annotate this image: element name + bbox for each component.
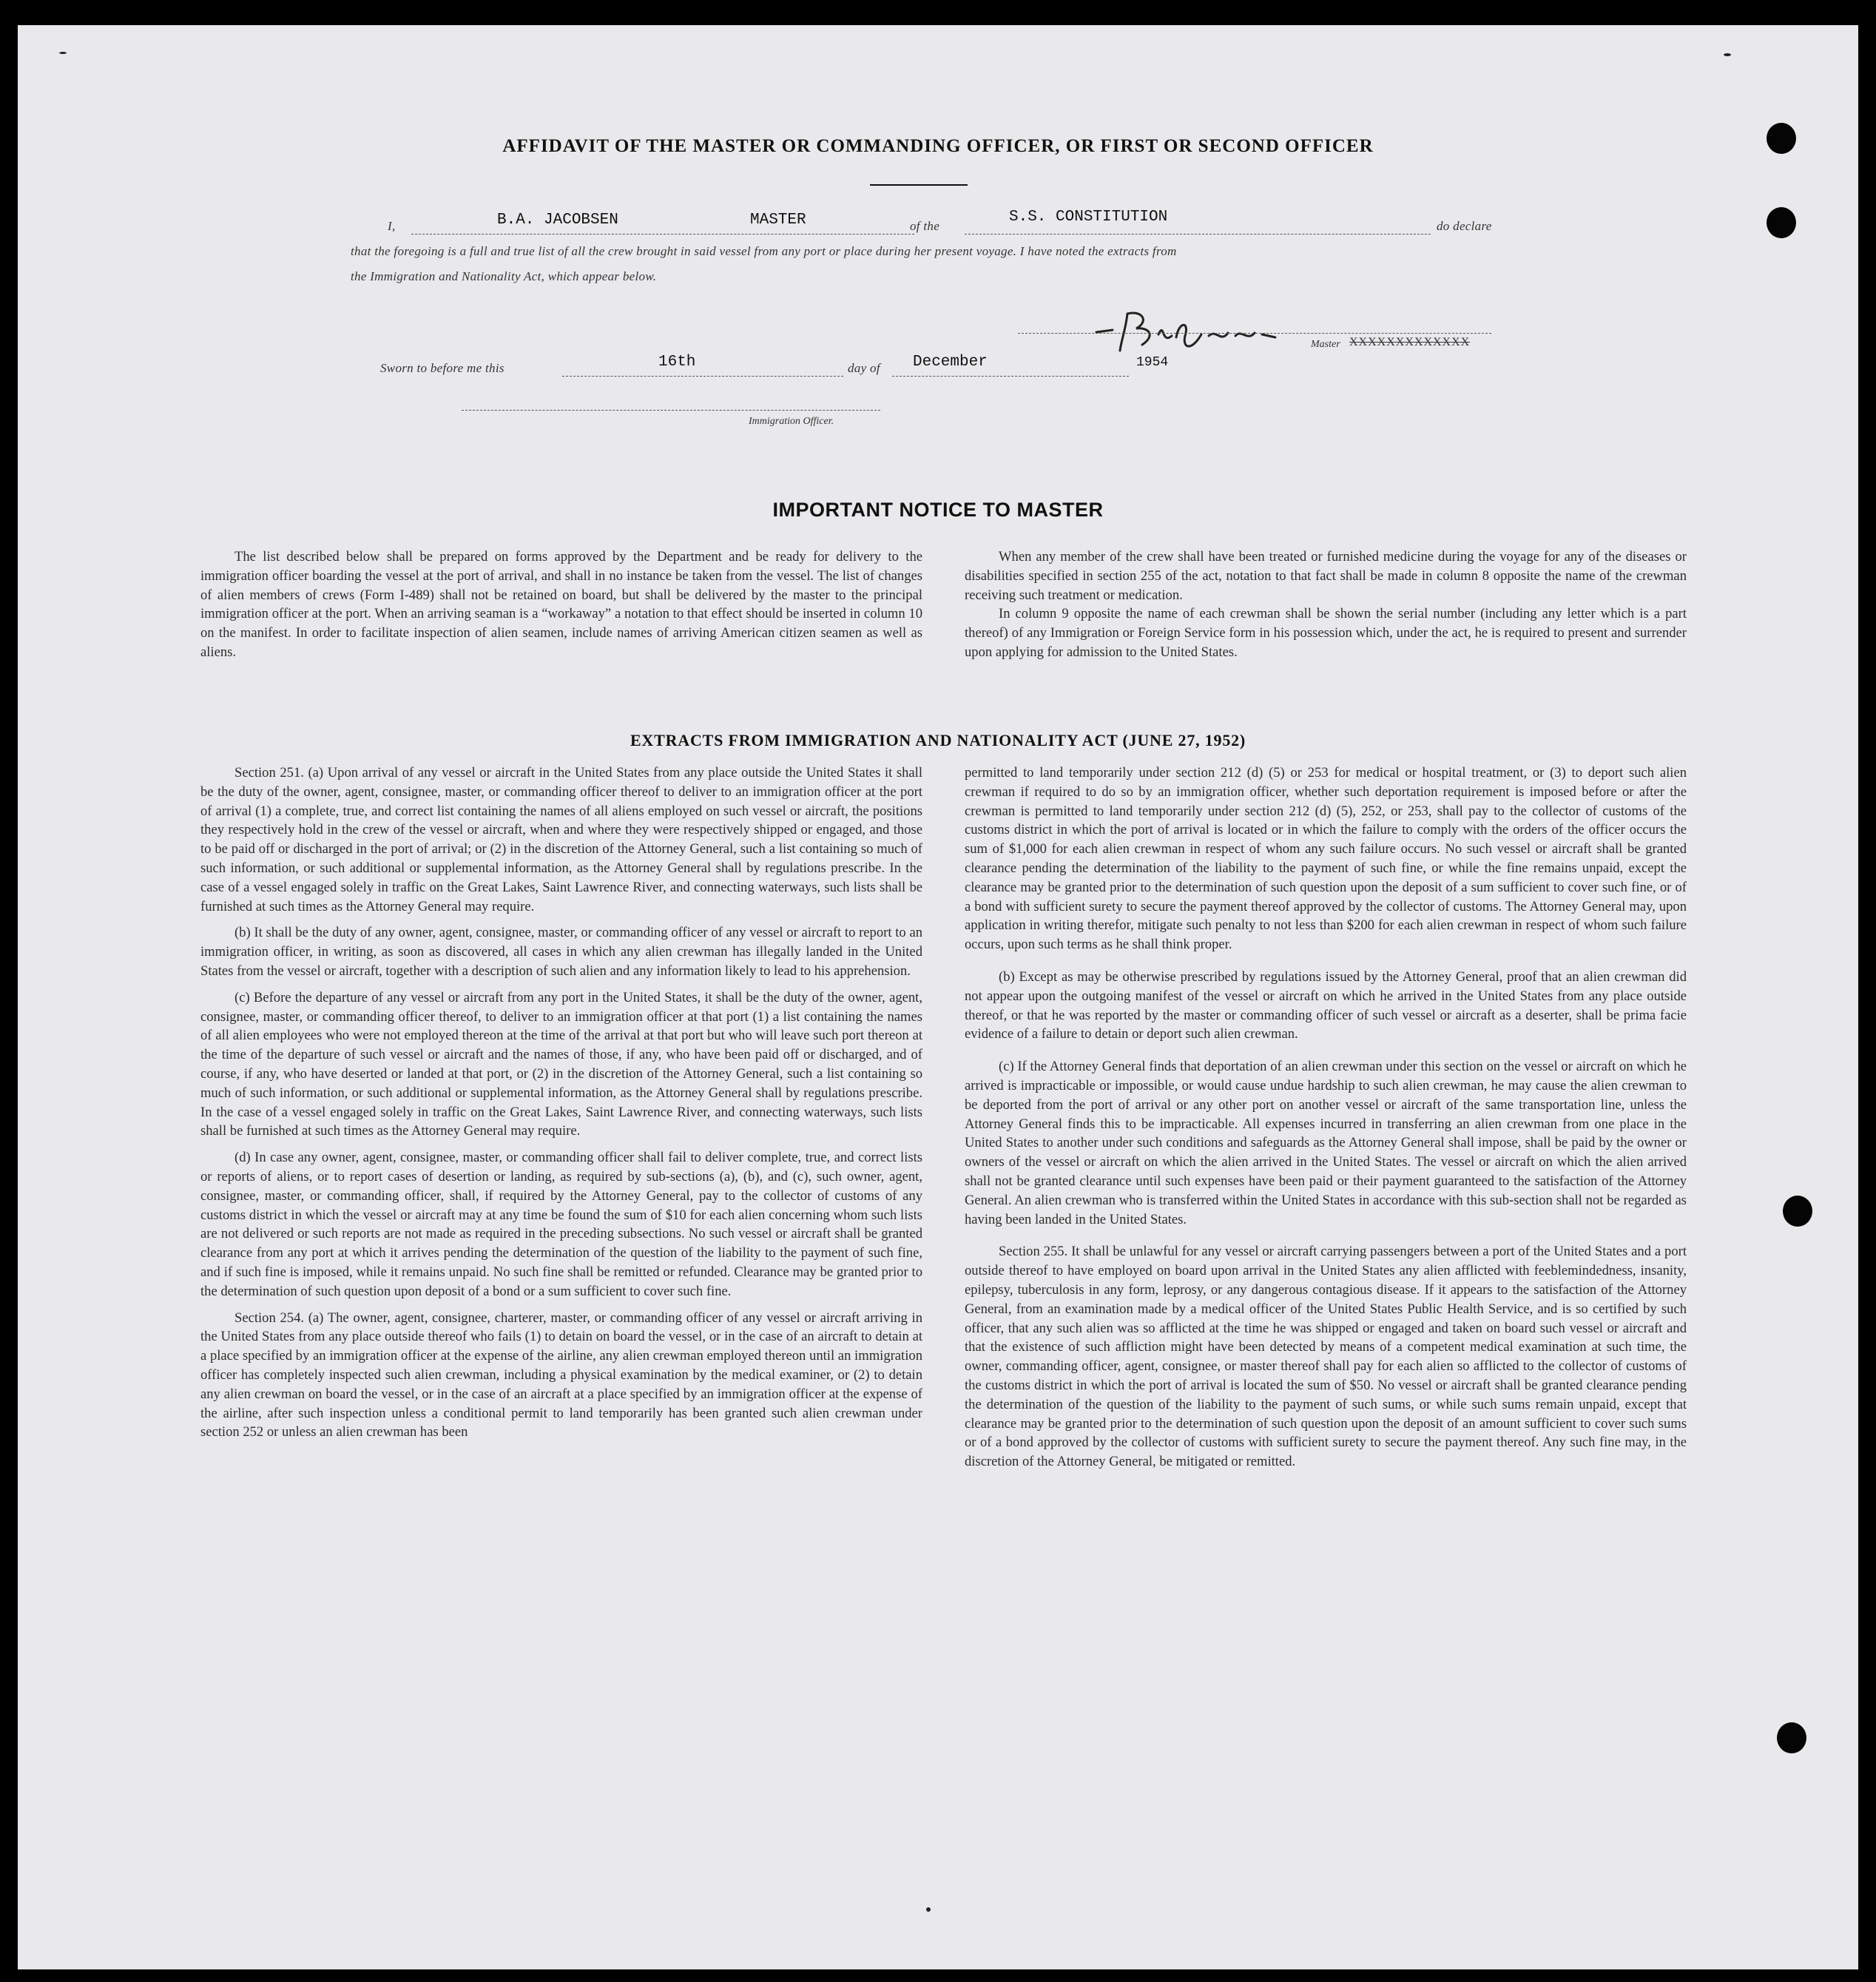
section-paragraph: Section 251. (a) Upon arrival of any vessel or aircraft in the United States from any place outside the United States it shall be the duty of the owner, agent, consignee, master, or commanding officer thereof to deliver to an immigration officer at the port of arrival (1) a complete, true, and correct list containing the names of all aliens employed on such vessel or aircraft, the positions they respectively hold in the crew of the vessel or aircraft, when and where they were respectively shipped or engaged, and those to be paid off or discharged in the port of arrival; or (2) in the discretion of the Attorney General, such a list containing so much of such information, or such additional or supplemental information, as the Attorney General shall by regulations prescribe. In the case of a vessel engaged solely in traffic on the Great Lakes, Saint Lawrence River, and connecting waterways, such lists shall be furnished at such times as the Attorney General may require. <box>200 765 922 914</box>
punch-hole <box>1767 207 1796 238</box>
master-rank: MASTER <box>750 212 806 229</box>
sworn-day: 16th <box>658 354 696 371</box>
day-of-label: day of <box>848 361 880 375</box>
master-caption: Master <box>1311 339 1340 350</box>
struck-caption: XXXXXXXXXXXXX <box>1349 336 1471 348</box>
notice-right-paragraph: When any member of the crew shall have been treated or furnished medicine during the voyage for any of the diseases or disabilities specified in section 255 of the act, notation to that fact shall be made in column 8 opposite the name of the crewman receiving such treatment or medication. <box>965 549 1687 603</box>
sworn-prefix: Sworn to before me this <box>380 361 505 375</box>
section-paragraph: (d) In case any owner, agent, consignee, master, or commanding officer shall fail to deliver complete, true, and correct lists or reports of aliens, or to report cases of desertion or landing, as required by sub-sections (a), (b), and (c), such owner, agent, consignee, master, or commanding officer, shall, if required by the Attorney General, pay to the collector of customs of any customs district in which the vessel or aircraft may at any time be found the sum of $10 for each alien concerning whom such lists are not delivered or such reports are not made as required in the preceding subsections. No such vessel or aircraft shall be granted clearance from any port at which it arrives pending the determination of the question of the liability to the payment of such fine, and if such fine is imposed, while it remains unpaid. No such fine shall be remitted or refunded. Clearance may be granted prior to the determination of such question upon deposit of a bond or a sum sufficient to cover such fine. <box>200 1150 922 1299</box>
section-paragraph: (c) Before the departure of any vessel or aircraft from any port in the United States, it shall be the duty of the owner, agent, consignee, master, or commanding officer thereof, to deliver to an immigration officer at that port (1) a list containing the names of all alien employees who were not employed thereon at the time of the arrival at that port but who will leave such port thereon at the time of the departure of such vessel or aircraft and the names of those, if any, who have been paid off or discharged, and of course, if any, who have deserted or landed at that port, or (2) in the discretion of the Attorney General, such a list containing so much of such information, or such additional or supplemental information, as the Attorney General shall by regulations prescribe. In the case of a vessel engaged solely in traffic on the Great Lakes, Saint Lawrence River, and connecting waterways, such lists shall be furnished at such times as the Attorney General may require. <box>200 989 922 1139</box>
extracts-heading: EXTRACTS FROM IMMIGRATION AND NATIONALITY ACT (JUNE 27, 1952) <box>630 731 1246 749</box>
officer-blank <box>462 410 880 411</box>
extracts-right-column <box>965 764 1687 1479</box>
master-name: B.A. JACOBSEN <box>497 212 618 229</box>
day-blank <box>562 376 843 377</box>
officer-caption: Immigration Officer. <box>749 416 834 427</box>
month-blank <box>892 376 1129 377</box>
sworn-year: 1954 <box>1136 355 1169 370</box>
notice-right-column <box>965 547 1687 662</box>
section-paragraph: (c) If the Attorney General finds that deportation of an alien crewman under this section on the vessel or aircraft on which he arrived is impracticable or impossible, or would cause undue hardship to such alien crewman, he may cause the alien crewman to be deported from the port of arrival or any other port on another vessel or aircraft of the same transportation line, unless the Attorney General finds this to be impracticable. All expenses incurred in transferring an alien crewman from one place in the United States to another under such conditions and safeguards as the Attorney General shall impose, shall be paid by the owner or owners of the vessel or aircraft on which the alien arrived in the United States. The vessel or aircraft on which the alien arrived shall not be granted clearance until such expenses have been paid or their payment guaranteed to the satisfaction of the Attorney General. An alien crewman who is transferred within the United States in accordance with this sub-section shall not be regarded as having been landed in the United States. <box>965 1059 1687 1227</box>
affidavit-title: AFFIDAVIT OF THE MASTER OR COMMANDING OFFICER, OR FIRST OR SECOND OFFICER <box>502 136 1374 156</box>
section-paragraph: permitted to land temporarily under section 212 (d) (5) or 253 for medical or hospital treatment, or (3) to deport such alien crewman if required to do so by an immigration officer, whether such deportation requirement is imposed before or after the crewman is permitted to land temporarily under section 212 (d) (5), 252, or 253, shall pay to the collector of customs of the customs district in which the port of arrival is located or in which the failure to comply with the orders of the officer occurs the sum of $1,000 for each alien crewman in respect of whom any such failure occurs. No such vessel or aircraft shall be granted clearance pending the determination of the liability to the payment of such fine, or while the fine remains unpaid, except the clearance may be granted prior to the determination of such question upon the deposit of a sum sufficient to cover such fine, or of a bond with sufficient surety to secure the payment thereof approved by the collector of customs. The Attorney General may, upon application in writing therefor, mitigate such penalty to not less than $200 for each alien crewman in respect of whom such failure occurs, upon such terms as he shall think proper. <box>965 765 1687 953</box>
declaration-line-2: that the foregoing is a full and true list of all the crew brought in said vessel from any port or place during her present voyage. I have noted the extracts from <box>351 244 1177 258</box>
section-paragraph: Section 255. It shall be unlawful for any vessel or aircraft carrying passengers between a port of the United States and a port outside thereof to have employed on board upon arrival in the United States any alien afflicted with feeblemindedness, insanity, epilepsy, tuberculosis in any form, leprosy, or any dangerous contagious disease. If it appears to the satisfaction of the Attorney General, from an examination made by a medical officer of the United States Public Health Service, and is so certified by such officer, that any such alien was so afflicted at the time he was shipped or engaged and taken on board such vessel or aircraft and that the existence of such affliction might have been detected by means of a competent medical examination at such time, the owner, commanding officer, agent, consignee, or master thereof shall pay for each alien so afflicted to the collector of customs of the customs district in which the port of arrival is located the sum of $50. No vessel or aircraft shall be granted clearance pending the determination of the question of the liability to the payment of such sums, or while such sums remain unpaid, except that clearance may be granted prior to the determination of such question upon the deposit of an amount sufficient to cover such sums or of a bond approved by the collector of customs with sufficient surety to secure the payment thereof. Any such fine may, in the discretion of the Attorney General, be mitigated or remitted. <box>965 1244 1687 1470</box>
master-signature <box>1090 299 1327 358</box>
notice-left-paragraph: The list described below shall be prepared on forms approved by the Department and be ready for delivery to the immigration officer boarding the vessel at the port of arrival, and shall in no instance be taken from the vessel. The list of changes of alien members of crews (Form I-489) shall not be retained on board, but shall be delivered by the master to the principal immigration officer at the port. When an arriving seaman is a “workaway” a notation to that effect should be inserted in column 10 on the manifest. In order to facilitate inspection of alien seamen, include names of arriving American citizen seamen as well as aliens. <box>200 549 922 660</box>
name-blank <box>411 234 914 235</box>
sworn-month: December <box>913 354 988 371</box>
vessel-name: S.S. CONSTITUTION <box>1009 209 1168 226</box>
do-declare-label: do declare <box>1437 219 1492 233</box>
notice-heading: IMPORTANT NOTICE TO MASTER <box>772 499 1104 521</box>
signature-blank <box>1018 333 1491 334</box>
section-paragraph: Section 254. (a) The owner, agent, consignee, charterer, master, or commanding officer of any vessel or aircraft arriving in the United States from any place outside thereof who fails (1) to detain on board the vessel, or in the case of an aircraft to detain at a place specified by an immigration officer at the expense of the airline, any alien crewman employed thereon until an immigration officer has completely inspected such alien crewman, including a physical examination by the medical examiner, or (2) to detain any alien crewman on board the vessel, or in the case of an aircraft at a place specified by an immigration officer at the expense of the airline, after such inspection unless a conditional permit to land temporarily has been granted such alien crewman under section 252 or unless an alien crewman has been <box>200 1309 922 1440</box>
extracts-left-column <box>200 764 922 1449</box>
scan-speck <box>1724 53 1731 56</box>
notice-left-column <box>200 547 922 662</box>
section-paragraph: (b) It shall be the duty of any owner, agent, consignee, master, or commanding officer of any vessel or aircraft to report to an immigration officer, in writing, as soon as discovered, all cases in which any alien crewman has illegally landed in the United States from the vessel or aircraft, together with a description of such alien and any information likely to lead to his apprehension. <box>200 925 922 979</box>
notice-right-paragraph: In column 9 opposite the name of each crewman shall be shown the serial number (including any letter which is a part thereof) of any Immigration or Foreign Service form in his possession which, under the act, he is required to present and surrender upon applying for admission to the United States. <box>965 606 1687 660</box>
title-underline <box>870 184 968 186</box>
punch-hole <box>1783 1196 1812 1227</box>
of-the-label: of the <box>910 219 940 233</box>
section-paragraph: (b) Except as may be otherwise prescribed by regulations issued by the Attorney General, proof that an alien crewman did not appear upon the outgoing manifest of the vessel or aircraft on which he arrived in the United States from any place outside thereof, or that he was reported by the master or commanding officer of such vessel or aircraft as a deserter, shall be prima facie evidence of a failure to detain or deport such alien crewman. <box>965 968 1687 1042</box>
vessel-blank <box>965 234 1431 235</box>
declaration-prefix: I, <box>388 219 396 233</box>
scan-speck <box>59 52 67 54</box>
declaration-line-3: the Immigration and Nationality Act, which appear below. <box>351 269 657 283</box>
document-page <box>18 25 1858 1969</box>
punch-hole <box>1777 1722 1806 1753</box>
scan-speck <box>926 1907 931 1912</box>
